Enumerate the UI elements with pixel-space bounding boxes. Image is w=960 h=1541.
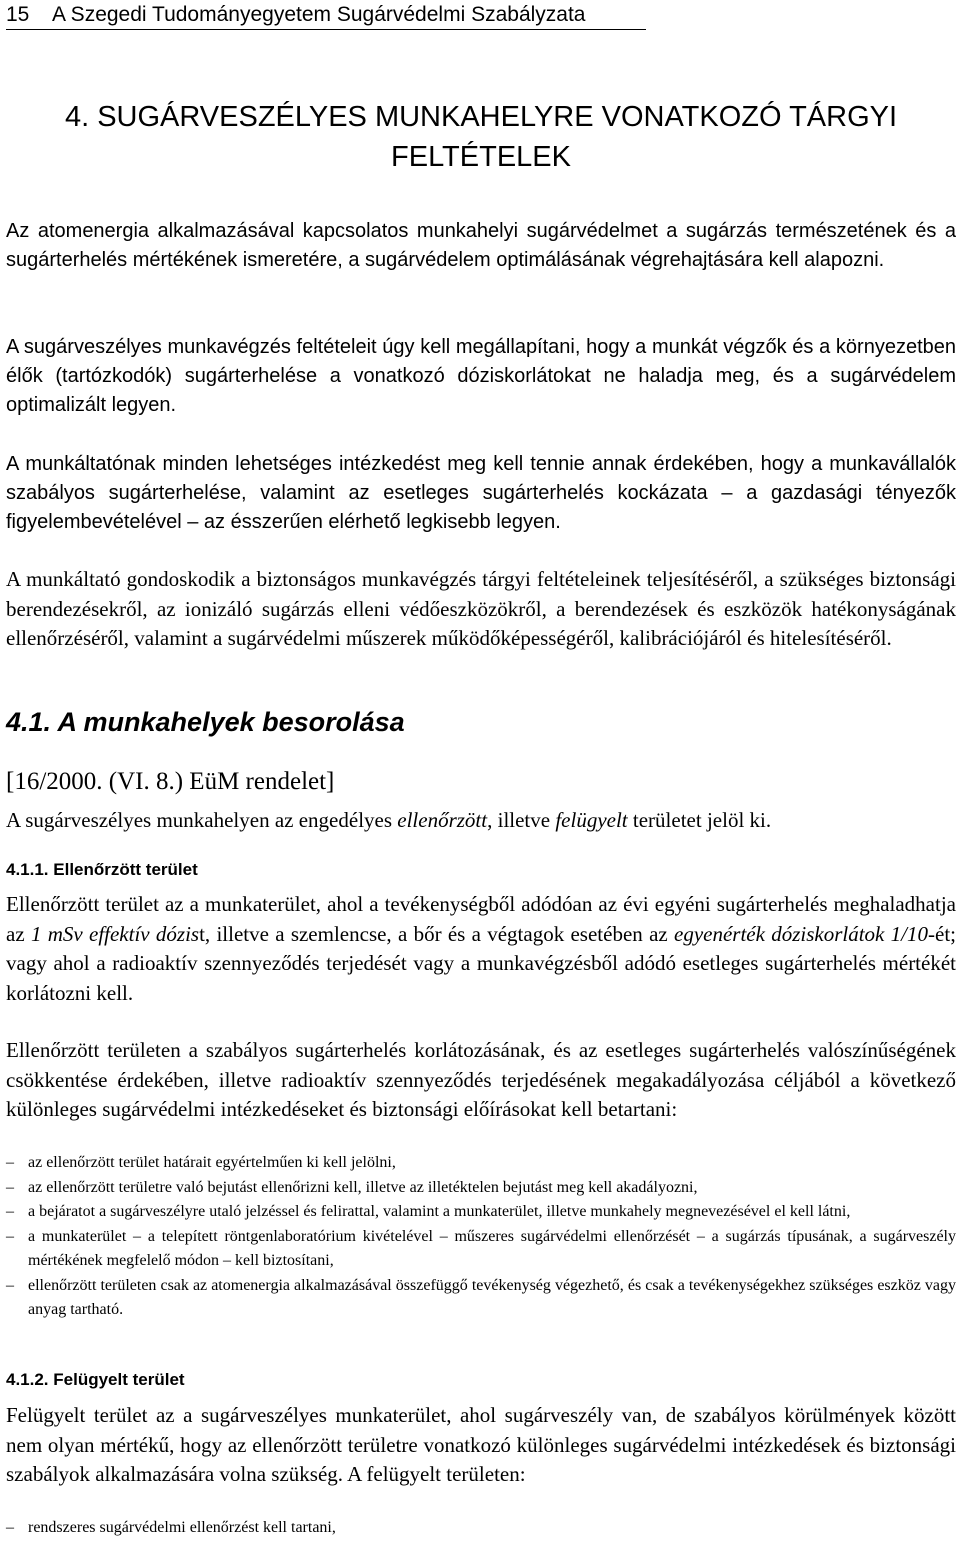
intro-paragraph: Az atomenergia alkalmazásával kapcsolatos munkahelyi sugárvédelmet a sugárzás természetének és a sugárterhelés mértékének ismeretére, a sugárvédelem optimálásának végrehajtására kell alapozni.	[6, 220, 956, 271]
section-4-1-1-paragraph-1: Ellenőrzött terület az a munkaterület, ahol a tevékenységből adódóan az évi egyéni sugárterhelés meghaladhatja az 1 mSv effektív dózist, illetve a szemlencse, a bőr és a végtagok esetében az egyenérték dóziskorlátok 1/10-ét; vagy ahol a radioaktív szennyeződés terjedését vagy a munkavégzésből adódó esetleges sugárterhelés mértékét korlátozni kell.	[6, 892, 956, 1005]
paragraph-2: A sugárveszélyes munkavégzés feltételeit úgy kell megállapítani, hogy a munkát végzők és a környezetben élők (tartózkodók) sugárterhelése a vonatkozó dóziskorlátokat ne haladja meg, és a sugárvédelem optimalizált legyen.	[6, 336, 956, 416]
section-4-1-paragraph: A sugárveszélyes munkahelyen az engedélyes ellenőrzött, illetve felügyelt területet jelöl ki.	[6, 808, 772, 832]
page-header	[6, 3, 646, 30]
section-4-1-title: 4.1. A munkahelyek besorolása	[6, 707, 405, 737]
section-4-1-2-paragraph: Felügyelt terület az a sugárveszélyes munkaterület, ahol sugárveszély van, de szabályos körülmények között nem olyan mértékű, hogy az ellenőrzött területre vonatkozó különleges sugárvédelmi intézkedések és biztonsági szabályok alkalmazására volna szükség. A felügyelt területen:	[6, 1403, 956, 1486]
section-4-1-2-title: 4.1.2. Felügyelt terület	[6, 1370, 185, 1389]
paragraph-4: A munkáltató gondoskodik a biztonságos munkavégzés tárgyi feltételeinek teljesítéséről, a szükséges biztonsági berendezésekről, az ionizáló sugárzás elleni védőeszközökről, a berendezések és eszközök hatékonyságának ellenőrzéséről, valamint a sugárvédelmi műszerek működőképességéről, kalibrációjáról és hitelesítéséről.	[6, 567, 956, 650]
law-reference: [16/2000. (VI. 8.) EüM rendelet]	[6, 768, 335, 795]
list-item: – ellenőrzött területen csak az atomenergia alkalmazásával összefüggő tevékenység végezhető, és csak a tevékenységekhez szükséges eszköz vagy anyag tartható.	[6, 1276, 956, 1318]
list-item: – a munkaterület – a telepített röntgenlaboratórium kivételével – műszeres sugárvédelmi ellenőrzését – a sugárzás típusának, a sugárveszély mértékének megfelelő módon – kell biztosítani,	[6, 1227, 956, 1269]
header-title: A Szegedi Tudományegyetem Sugárvédelmi Szabályzata	[52, 3, 586, 26]
list-item: – rendszeres sugárvédelmi ellenőrzést kell tartani,	[6, 1519, 336, 1536]
list-item: – a bejáratot a sugárveszélyre utaló jelzéssel és felirattal, valamint a munkaterület, illetve munkahely megnevezésével el kell látni,	[6, 1203, 851, 1220]
supervised-area-rules-list	[6, 1516, 956, 1541]
page-number: 15	[6, 3, 30, 26]
list-item: – az ellenőrzött területre való bejutást ellenőrizni kell, illetve az illetéktelen bejutást meg kell akadályozni,	[6, 1178, 698, 1196]
chapter-title: 4. SUGÁRVESZÉLYES MUNKAHELYRE VONATKOZÓ TÁRGYI FELTÉTELEK	[64, 101, 898, 173]
controlled-area-rules-list	[6, 1151, 956, 1323]
paragraph-3: A munkáltatónak minden lehetséges intézkedést meg kell tennie annak érdekében, hogy a munkavállalók szabályos sugárterhelése, valamint az esetleges sugárterhelés kockázata – a gazdasági tényezők figyelembevételével – az ésszerűen elérhető legkisebb legyen.	[6, 453, 956, 533]
list-item: – az ellenőrzött terület határait egyértelműen ki kell jelölni,	[6, 1154, 396, 1171]
section-4-1-1-paragraph-2: Ellenőrzött területen a szabályos sugárterhelés korlátozásának, és az esetleges sugárterhelés valószínűségének csökkentése érdekében, illetve radioaktív szennyeződés terjedésének megakadályozása céljából a következő különleges sugárvédelmi intézkedéseket és biztonsági előírásokat kell betartani:	[6, 1038, 956, 1121]
section-4-1-1-title: 4.1.1. Ellenőrzött terület	[6, 860, 198, 879]
